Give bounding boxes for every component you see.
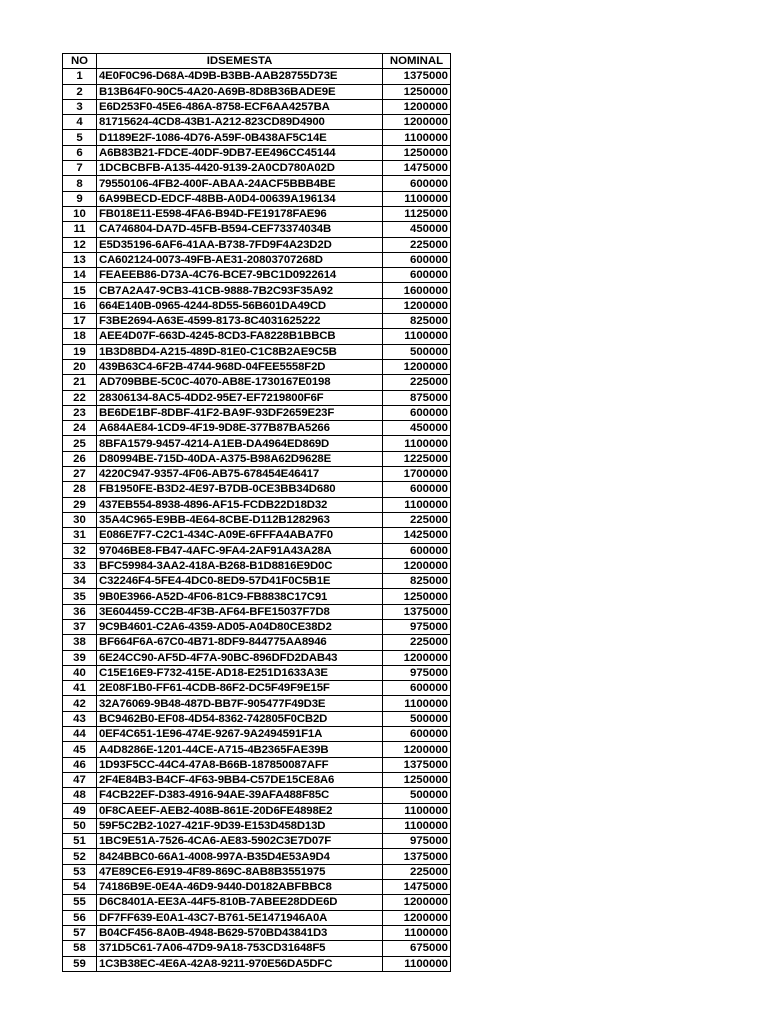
row-idsemesta: 1DCBCBFB-A135-4420-9139-2A0CD780A02D xyxy=(97,161,383,176)
row-nominal: 1100000 xyxy=(383,329,451,344)
row-idsemesta: 9C9B4601-C2A6-4359-AD05-A04D80CE38D2 xyxy=(97,619,383,634)
row-idsemesta: 74186B9E-0E4A-46D9-9440-D0182ABFBBC8 xyxy=(97,880,383,895)
row-nominal: 1100000 xyxy=(383,497,451,512)
table-row xyxy=(63,329,451,344)
row-number: 40 xyxy=(63,665,97,680)
row-number: 19 xyxy=(63,344,97,359)
row-number: 33 xyxy=(63,558,97,573)
row-idsemesta: 371D5C61-7A06-47D9-9A18-753CD31648F5 xyxy=(97,941,383,956)
row-idsemesta: F4CB22EF-D383-4916-94AE-39AFA488F85C xyxy=(97,788,383,803)
header-idsemesta: IDSEMESTA xyxy=(97,54,383,69)
table-row xyxy=(63,681,451,696)
table-row xyxy=(63,161,451,176)
row-nominal: 1475000 xyxy=(383,161,451,176)
row-number: 6 xyxy=(63,145,97,160)
row-number: 12 xyxy=(63,237,97,252)
row-nominal: 1425000 xyxy=(383,528,451,543)
row-nominal: 600000 xyxy=(383,268,451,283)
row-number: 10 xyxy=(63,206,97,221)
row-number: 31 xyxy=(63,528,97,543)
row-number: 8 xyxy=(63,176,97,191)
table-row xyxy=(63,375,451,390)
row-number: 58 xyxy=(63,941,97,956)
data-table xyxy=(62,53,451,972)
row-number: 50 xyxy=(63,818,97,833)
row-number: 35 xyxy=(63,589,97,604)
row-idsemesta: A6B83B21-FDCE-40DF-9DB7-EE496CC45144 xyxy=(97,145,383,160)
table-row xyxy=(63,191,451,206)
row-nominal: 1250000 xyxy=(383,145,451,160)
row-number: 25 xyxy=(63,436,97,451)
table-row xyxy=(63,772,451,787)
row-idsemesta: 664E140B-0965-4244-8D55-56B601DA49CD xyxy=(97,298,383,313)
row-nominal: 1250000 xyxy=(383,772,451,787)
row-number: 15 xyxy=(63,283,97,298)
table-row xyxy=(63,84,451,99)
row-idsemesta: 35A4C965-E9BB-4E64-8CBE-D112B1282963 xyxy=(97,512,383,527)
table-row xyxy=(63,237,451,252)
table-row xyxy=(63,849,451,864)
table-row xyxy=(63,298,451,313)
table-row xyxy=(63,222,451,237)
row-number: 24 xyxy=(63,421,97,436)
row-nominal: 225000 xyxy=(383,635,451,650)
row-number: 4 xyxy=(63,115,97,130)
row-number: 28 xyxy=(63,482,97,497)
table-row xyxy=(63,895,451,910)
row-idsemesta: CB7A2A47-9CB3-41CB-9888-7B2C93F35A92 xyxy=(97,283,383,298)
row-idsemesta: 1D93F5CC-44C4-47A8-B66B-187850087AFF xyxy=(97,757,383,772)
row-number: 54 xyxy=(63,880,97,895)
row-nominal: 1100000 xyxy=(383,956,451,971)
row-number: 16 xyxy=(63,298,97,313)
row-idsemesta: C15E16E9-F732-415E-AD18-E251D1633A3E xyxy=(97,665,383,680)
row-idsemesta: 437EB554-8938-4896-AF15-FCDB22D18D32 xyxy=(97,497,383,512)
row-nominal: 500000 xyxy=(383,788,451,803)
row-idsemesta: 6A99BECD-EDCF-48BB-A0D4-00639A196134 xyxy=(97,191,383,206)
row-nominal: 1375000 xyxy=(383,604,451,619)
row-nominal: 1200000 xyxy=(383,359,451,374)
table-row xyxy=(63,145,451,160)
table-row xyxy=(63,818,451,833)
row-nominal: 600000 xyxy=(383,727,451,742)
row-number: 23 xyxy=(63,405,97,420)
row-idsemesta: BFC59984-3AA2-418A-B268-B1D8816E9D0C xyxy=(97,558,383,573)
table-row xyxy=(63,925,451,940)
table-row xyxy=(63,589,451,604)
table-row xyxy=(63,268,451,283)
row-idsemesta: AD709BBE-5C0C-4070-AB8E-1730167E0198 xyxy=(97,375,383,390)
table-row xyxy=(63,941,451,956)
table-row xyxy=(63,130,451,145)
row-idsemesta: 9B0E3966-A52D-4F06-81C9-FB8838C17C91 xyxy=(97,589,383,604)
row-number: 14 xyxy=(63,268,97,283)
row-nominal: 500000 xyxy=(383,711,451,726)
row-idsemesta: 97046BE8-FB47-4AFC-9FA4-2AF91A43A28A xyxy=(97,543,383,558)
table-row xyxy=(63,650,451,665)
table-header xyxy=(63,54,451,69)
row-nominal: 875000 xyxy=(383,390,451,405)
row-nominal: 975000 xyxy=(383,834,451,849)
table-row xyxy=(63,176,451,191)
table-row xyxy=(63,956,451,971)
row-idsemesta: FB018E11-E598-4FA6-B94D-FE19178FAE96 xyxy=(97,206,383,221)
row-nominal: 1225000 xyxy=(383,451,451,466)
table-row xyxy=(63,467,451,482)
row-idsemesta: 81715624-4CD8-43B1-A212-823CD89D4900 xyxy=(97,115,383,130)
row-nominal: 450000 xyxy=(383,222,451,237)
row-number: 5 xyxy=(63,130,97,145)
row-nominal: 825000 xyxy=(383,314,451,329)
row-idsemesta: 59F5C2B2-1027-421F-9D39-E153D458D13D xyxy=(97,818,383,833)
row-number: 17 xyxy=(63,314,97,329)
row-number: 59 xyxy=(63,956,97,971)
row-idsemesta: BF664F6A-67C0-4B71-8DF9-844775AA8946 xyxy=(97,635,383,650)
table-row xyxy=(63,574,451,589)
row-number: 41 xyxy=(63,681,97,696)
row-idsemesta: B04CF456-8A0B-4948-B629-570BD43841D3 xyxy=(97,925,383,940)
row-idsemesta: 8BFA1579-9457-4214-A1EB-DA4964ED869D xyxy=(97,436,383,451)
table-row xyxy=(63,99,451,114)
row-nominal: 1200000 xyxy=(383,298,451,313)
table-row xyxy=(63,864,451,879)
row-number: 47 xyxy=(63,772,97,787)
row-nominal: 225000 xyxy=(383,512,451,527)
row-nominal: 1250000 xyxy=(383,84,451,99)
row-idsemesta: CA746804-DA7D-45FB-B594-CEF73374034B xyxy=(97,222,383,237)
row-number: 36 xyxy=(63,604,97,619)
row-number: 34 xyxy=(63,574,97,589)
row-nominal: 600000 xyxy=(383,405,451,420)
table-row xyxy=(63,558,451,573)
row-number: 7 xyxy=(63,161,97,176)
row-number: 53 xyxy=(63,864,97,879)
row-idsemesta: 2E08F1B0-FF61-4CDB-86F2-DC5F49F9E15F xyxy=(97,681,383,696)
table-row xyxy=(63,314,451,329)
row-nominal: 1600000 xyxy=(383,283,451,298)
row-nominal: 1100000 xyxy=(383,925,451,940)
row-nominal: 600000 xyxy=(383,482,451,497)
row-idsemesta: D1189E2F-1086-4D76-A59F-0B438AF5C14E xyxy=(97,130,383,145)
table-row xyxy=(63,283,451,298)
row-nominal: 1100000 xyxy=(383,436,451,451)
row-number: 52 xyxy=(63,849,97,864)
row-nominal: 1100000 xyxy=(383,191,451,206)
table-row xyxy=(63,803,451,818)
row-nominal: 1100000 xyxy=(383,818,451,833)
table-row xyxy=(63,727,451,742)
row-number: 13 xyxy=(63,252,97,267)
row-nominal: 1200000 xyxy=(383,558,451,573)
row-nominal: 1250000 xyxy=(383,589,451,604)
row-idsemesta: BC9462B0-EF08-4D54-8362-742805F0CB2D xyxy=(97,711,383,726)
header-nominal: NOMINAL xyxy=(383,54,451,69)
row-nominal: 600000 xyxy=(383,681,451,696)
row-number: 39 xyxy=(63,650,97,665)
table-row xyxy=(63,115,451,130)
row-nominal: 1375000 xyxy=(383,849,451,864)
row-nominal: 1200000 xyxy=(383,742,451,757)
table-row xyxy=(63,742,451,757)
row-nominal: 975000 xyxy=(383,619,451,634)
row-number: 45 xyxy=(63,742,97,757)
row-number: 27 xyxy=(63,467,97,482)
table-row xyxy=(63,69,451,84)
row-nominal: 450000 xyxy=(383,421,451,436)
row-number: 20 xyxy=(63,359,97,374)
table-row xyxy=(63,512,451,527)
table-row xyxy=(63,910,451,925)
row-nominal: 500000 xyxy=(383,344,451,359)
row-number: 42 xyxy=(63,696,97,711)
row-idsemesta: B13B64F0-90C5-4A20-A69B-8D8B36BADE9E xyxy=(97,84,383,99)
row-number: 48 xyxy=(63,788,97,803)
table-row xyxy=(63,528,451,543)
row-nominal: 975000 xyxy=(383,665,451,680)
row-nominal: 225000 xyxy=(383,375,451,390)
row-number: 2 xyxy=(63,84,97,99)
row-idsemesta: D6C8401A-EE3A-44F5-810B-7ABEE28DDE6D xyxy=(97,895,383,910)
row-idsemesta: 0EF4C651-1E96-474E-9267-9A2494591F1A xyxy=(97,727,383,742)
row-number: 56 xyxy=(63,910,97,925)
row-idsemesta: CA602124-0073-49FB-AE31-20803707268D xyxy=(97,252,383,267)
row-number: 22 xyxy=(63,390,97,405)
table-row xyxy=(63,390,451,405)
row-number: 18 xyxy=(63,329,97,344)
table-row xyxy=(63,451,451,466)
row-idsemesta: F3BE2694-A63E-4599-8173-8C4031625222 xyxy=(97,314,383,329)
row-number: 30 xyxy=(63,512,97,527)
row-idsemesta: 0F8CAEEF-AEB2-408B-861E-20D6FE4898E2 xyxy=(97,803,383,818)
row-nominal: 1375000 xyxy=(383,757,451,772)
table-row xyxy=(63,834,451,849)
row-idsemesta: AEE4D07F-663D-4245-8CD3-FA8228B1BBCB xyxy=(97,329,383,344)
row-idsemesta: 4220C947-9357-4F06-AB75-678454E46417 xyxy=(97,467,383,482)
row-idsemesta: 439B63C4-6F2B-4744-968D-04FEE5558F2D xyxy=(97,359,383,374)
row-nominal: 1200000 xyxy=(383,650,451,665)
row-nominal: 1475000 xyxy=(383,880,451,895)
row-idsemesta: 28306134-8AC5-4DD2-95E7-EF7219800F6F xyxy=(97,390,383,405)
row-nominal: 675000 xyxy=(383,941,451,956)
row-number: 1 xyxy=(63,69,97,84)
row-nominal: 1125000 xyxy=(383,206,451,221)
row-idsemesta: 1C3B38EC-4E6A-42A8-9211-970E56DA5DFC xyxy=(97,956,383,971)
row-idsemesta: 2F4E84B3-B4CF-4F63-9BB4-C57DE15CE8A6 xyxy=(97,772,383,787)
table-row xyxy=(63,635,451,650)
row-nominal: 1700000 xyxy=(383,467,451,482)
row-idsemesta: 1B3D8BD4-A215-489D-81E0-C1C8B2AE9C5B xyxy=(97,344,383,359)
table-row xyxy=(63,880,451,895)
table-row xyxy=(63,405,451,420)
table-row xyxy=(63,497,451,512)
row-number: 21 xyxy=(63,375,97,390)
row-number: 29 xyxy=(63,497,97,512)
table-row xyxy=(63,252,451,267)
row-idsemesta: D80994BE-715D-40DA-A375-B98A62D9628E xyxy=(97,451,383,466)
row-idsemesta: 3E604459-CC2B-4F3B-AF64-BFE15037F7D8 xyxy=(97,604,383,619)
row-nominal: 225000 xyxy=(383,864,451,879)
row-idsemesta: A684AE84-1CD9-4F19-9D8E-377B87BA5266 xyxy=(97,421,383,436)
table-row xyxy=(63,421,451,436)
row-number: 43 xyxy=(63,711,97,726)
header-row xyxy=(63,54,451,69)
row-idsemesta: 79550106-4FB2-400F-ABAA-24ACF5BBB4BE xyxy=(97,176,383,191)
row-number: 44 xyxy=(63,727,97,742)
table-row xyxy=(63,696,451,711)
row-nominal: 600000 xyxy=(383,176,451,191)
table-row xyxy=(63,665,451,680)
table-row xyxy=(63,711,451,726)
table-row xyxy=(63,619,451,634)
row-number: 51 xyxy=(63,834,97,849)
table-row xyxy=(63,206,451,221)
row-number: 3 xyxy=(63,99,97,114)
table-row xyxy=(63,757,451,772)
row-nominal: 1200000 xyxy=(383,99,451,114)
header-no: NO xyxy=(63,54,97,69)
row-idsemesta: E6D253F0-45E6-486A-8758-ECF6AA4257BA xyxy=(97,99,383,114)
table-row xyxy=(63,436,451,451)
row-idsemesta: E086E7F7-C2C1-434C-A09E-6FFFA4ABA7F0 xyxy=(97,528,383,543)
row-number: 46 xyxy=(63,757,97,772)
row-number: 9 xyxy=(63,191,97,206)
row-idsemesta: 4E0F0C96-D68A-4D9B-B3BB-AAB28755D73E xyxy=(97,69,383,84)
row-idsemesta: E5D35196-6AF6-41AA-B738-7FD9F4A23D2D xyxy=(97,237,383,252)
row-idsemesta: C32246F4-5FE4-4DC0-8ED9-57D41F0C5B1E xyxy=(97,574,383,589)
table-row xyxy=(63,788,451,803)
row-idsemesta: 6E24CC90-AF5D-4F7A-90BC-896DFD2DAB43 xyxy=(97,650,383,665)
row-nominal: 1100000 xyxy=(383,130,451,145)
row-number: 57 xyxy=(63,925,97,940)
table-row xyxy=(63,344,451,359)
table-row xyxy=(63,359,451,374)
row-nominal: 1200000 xyxy=(383,895,451,910)
row-nominal: 600000 xyxy=(383,543,451,558)
row-number: 38 xyxy=(63,635,97,650)
row-nominal: 600000 xyxy=(383,252,451,267)
row-nominal: 1200000 xyxy=(383,115,451,130)
row-idsemesta: A4D8286E-1201-44CE-A715-4B2365FAE39B xyxy=(97,742,383,757)
row-nominal: 1200000 xyxy=(383,910,451,925)
row-number: 11 xyxy=(63,222,97,237)
row-number: 55 xyxy=(63,895,97,910)
row-idsemesta: 32A76069-9B48-487D-BB7F-905477F49D3E xyxy=(97,696,383,711)
row-nominal: 1100000 xyxy=(383,696,451,711)
row-nominal: 1375000 xyxy=(383,69,451,84)
row-idsemesta: BE6DE1BF-8DBF-41F2-BA9F-93DF2659E23F xyxy=(97,405,383,420)
row-idsemesta: DF7FF639-E0A1-43C7-B761-5E1471946A0A xyxy=(97,910,383,925)
table-row xyxy=(63,482,451,497)
row-nominal: 225000 xyxy=(383,237,451,252)
row-idsemesta: 1BC9E51A-7526-4CA6-AE83-5902C3E7D07F xyxy=(97,834,383,849)
row-idsemesta: 8424BBC0-66A1-4008-997A-B35D4E53A9D4 xyxy=(97,849,383,864)
table-body xyxy=(63,69,451,972)
row-number: 26 xyxy=(63,451,97,466)
row-number: 49 xyxy=(63,803,97,818)
row-idsemesta: FB1950FE-B3D2-4E97-B7DB-0CE3BB34D680 xyxy=(97,482,383,497)
row-number: 37 xyxy=(63,619,97,634)
row-idsemesta: 47E89CE6-E919-4F89-869C-8AB8B3551975 xyxy=(97,864,383,879)
row-idsemesta: FEAEEB86-D73A-4C76-BCE7-9BC1D0922614 xyxy=(97,268,383,283)
row-nominal: 825000 xyxy=(383,574,451,589)
table-row xyxy=(63,604,451,619)
table-row xyxy=(63,543,451,558)
row-number: 32 xyxy=(63,543,97,558)
row-nominal: 1100000 xyxy=(383,803,451,818)
